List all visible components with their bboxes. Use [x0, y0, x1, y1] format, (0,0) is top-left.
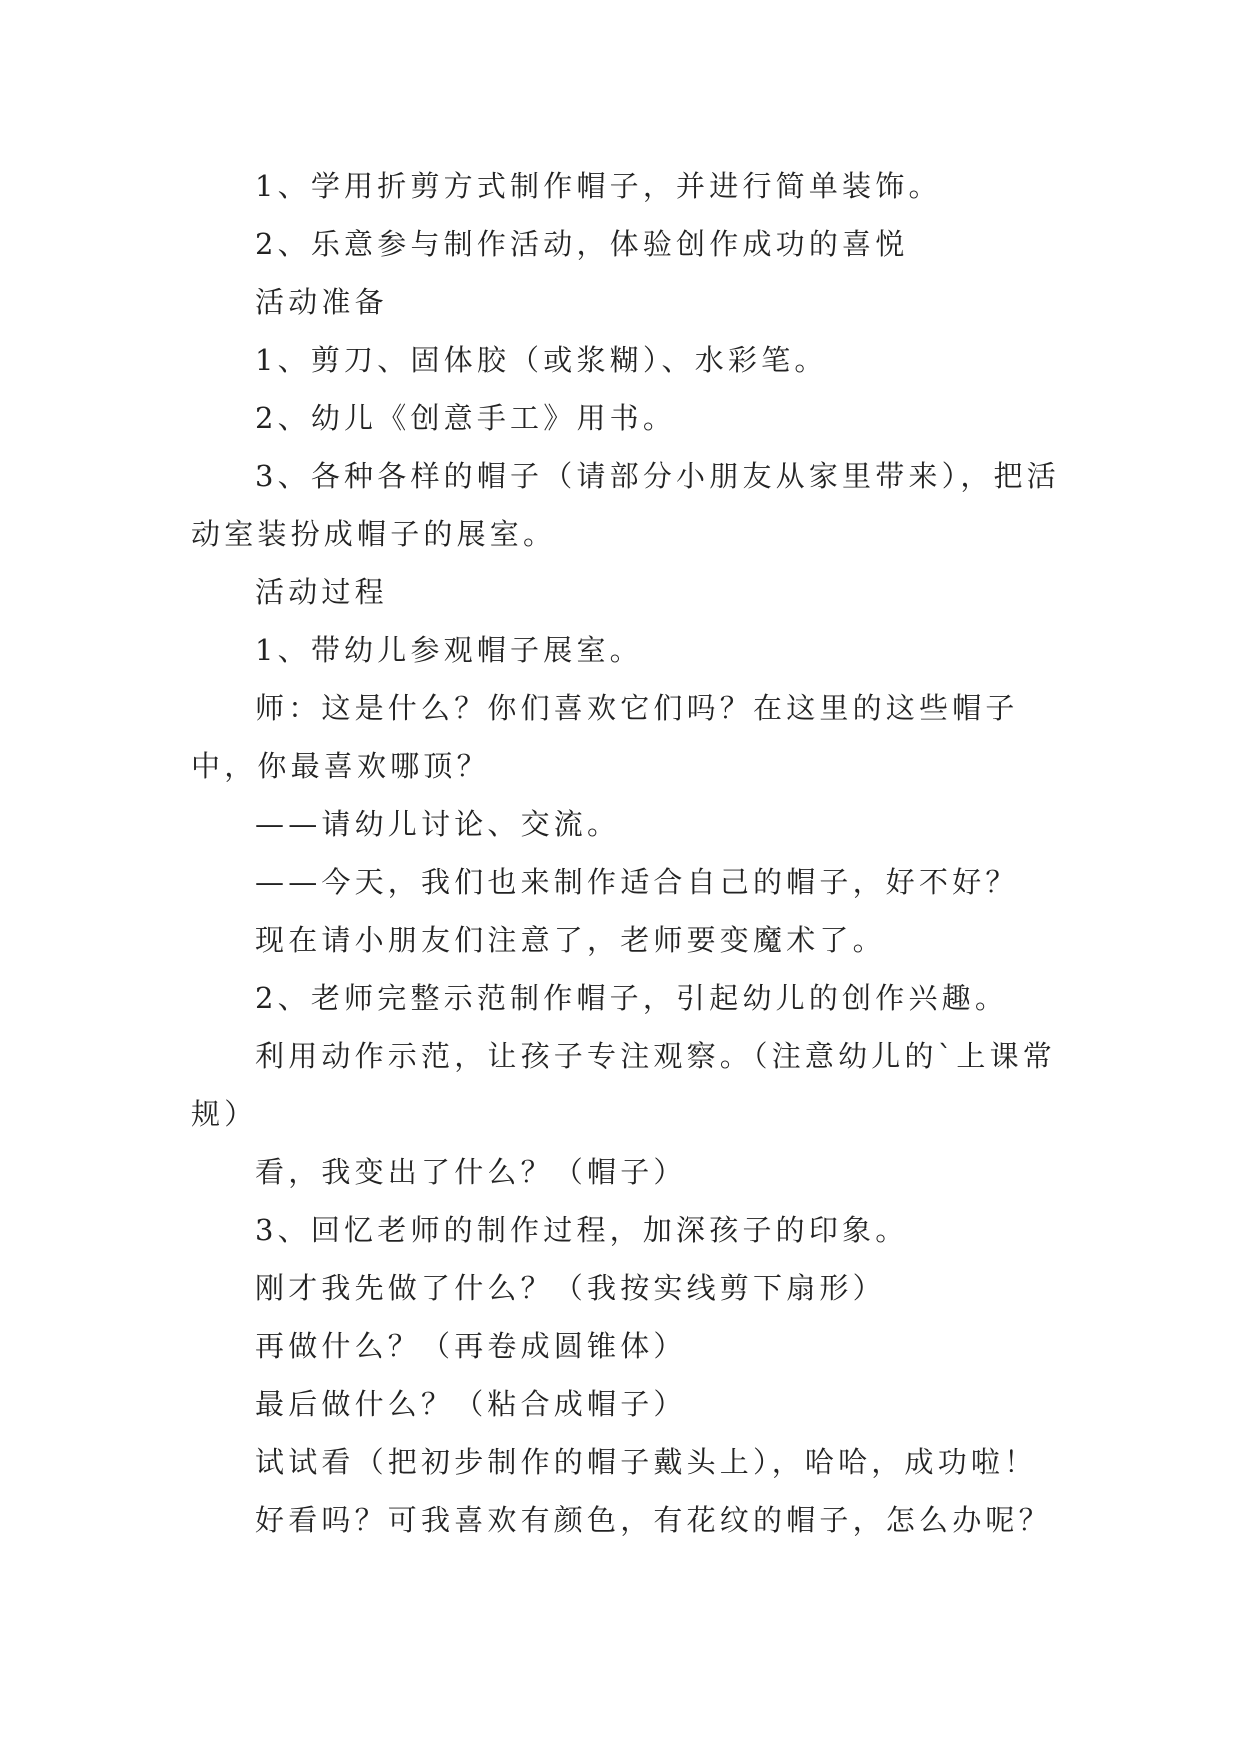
paragraph-question: 好看吗？可我喜欢有颜色，有花纹的帽子，怎么办呢？: [255, 1503, 1052, 1537]
paragraph-today: ——今天，我们也来制作适合自己的帽子，好不好？: [255, 865, 1019, 899]
paragraph-demo: 利用动作示范，让孩子专注观察。（注意幼儿的`上课常规）: [191, 1039, 1057, 1131]
paragraph-look: 看，我变出了什么？（帽子）: [255, 1155, 687, 1189]
paragraph-teacher-question: 师：这是什么？你们喜欢它们吗？在这里的这些帽子中，你最喜欢哪顶？: [191, 691, 1019, 783]
paragraph-goal-1: 1、学用折剪方式制作帽子，并进行简单装饰。: [255, 169, 942, 203]
paragraph-goal-2: 2、乐意参与制作活动，体验创作成功的喜悦: [255, 227, 909, 261]
paragraph-step-1: 1、带幼儿参观帽子展室。: [255, 633, 643, 667]
heading-preparation: 活动准备: [255, 285, 388, 319]
paragraph-first: 刚才我先做了什么？（我按实线剪下扇形）: [255, 1271, 886, 1305]
paragraph-try: 试试看（把初步制作的帽子戴头上），哈哈，成功啦！: [255, 1445, 1038, 1479]
paragraph-step-2: 2、老师完整示范制作帽子，引起幼儿的创作兴趣。: [255, 981, 1009, 1015]
paragraph-prep-1: 1、剪刀、固体胶（或浆糊）、水彩笔。: [255, 343, 828, 377]
paragraph-then: 再做什么？（再卷成圆锥体）: [255, 1329, 687, 1363]
paragraph-discuss: ——请幼儿讨论、交流。: [255, 807, 621, 841]
paragraph-magic: 现在请小朋友们注意了，老师要变魔术了。: [255, 923, 886, 957]
paragraph-step-3: 3、回忆老师的制作过程，加深孩子的印象。: [255, 1213, 909, 1247]
paragraph-prep-2: 2、幼儿《创意手工》用书。: [255, 401, 677, 435]
heading-process: 活动过程: [255, 575, 388, 609]
paragraph-last: 最后做什么？（粘合成帽子）: [255, 1387, 687, 1421]
paragraph-prep-3: 3、各种各样的帽子（请部分小朋友从家里带来），把活动室装扮成帽子的展室。: [191, 459, 1060, 551]
